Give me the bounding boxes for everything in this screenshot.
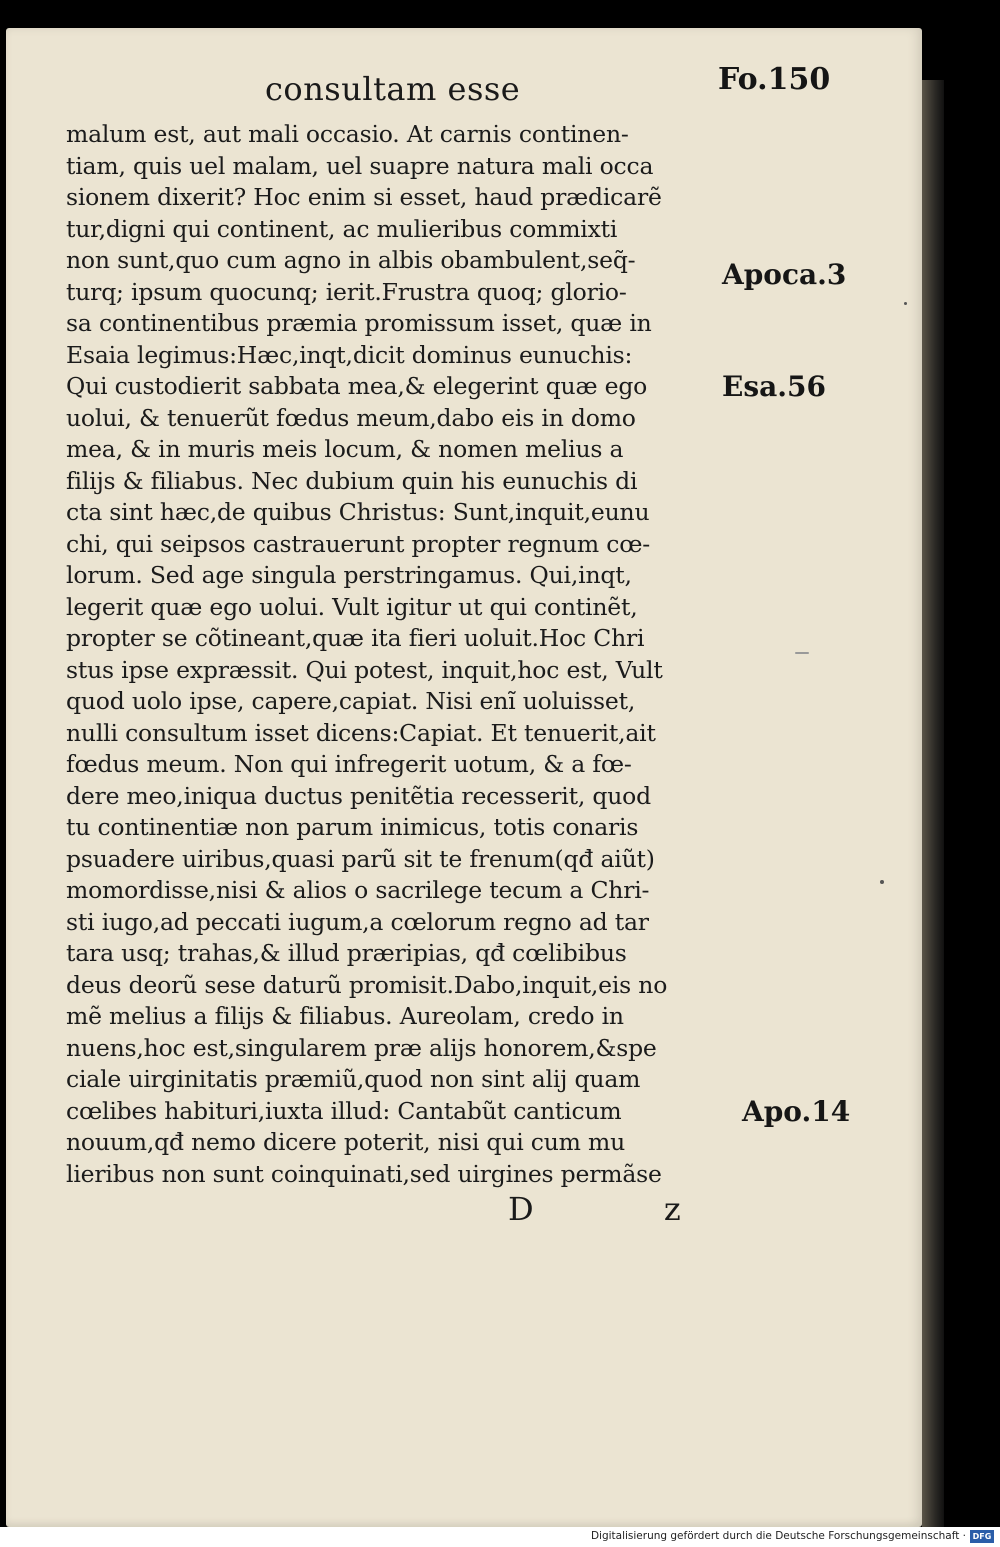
margin-note-esa: Esa.56	[722, 370, 826, 403]
folio-number: Fo.150	[718, 62, 831, 97]
page-speck	[880, 880, 884, 884]
text-line: turq; ipsum quocunq; ierit.Frustra quoq; glorio-	[66, 277, 627, 306]
text-line: Qui custodierit sabbata mea,& elegerint quæ ego	[66, 372, 648, 400]
book-edge	[922, 80, 944, 1527]
text-line: mea, & in muris meis locum, & nomen melius a	[66, 435, 624, 463]
margin-note-apo: Apo.14	[742, 1095, 851, 1128]
text-line: lorum. Sed age singula perstringamus. Qui,inqt,	[66, 561, 632, 589]
text-line: sa continentibus præmia promissum isset, quæ in	[66, 309, 652, 337]
text-line: nuens,hoc est,singularem præ alijs honorem,&spe	[66, 1033, 657, 1062]
text-line: fœdus meum. Non qui infregerit uotum, & a fœ-	[66, 750, 632, 778]
page-speck	[904, 302, 907, 305]
footer-credit: Digitalisierung gefördert durch die Deutsche Forschungsgemeinschaft ·	[590, 1530, 966, 1542]
text-line: momordisse,nisi & alios o sacrilege tecum a Chri-	[66, 876, 650, 904]
text-line: propter se cõtineant,quæ ita fieri uoluit.Hoc Chri	[66, 624, 645, 652]
margin-note-apoca: Apoca.3	[722, 258, 847, 291]
text-line: cœlibes habituri,iuxta illud: Cantabũt canticum	[66, 1096, 622, 1125]
signature-mark: D z	[508, 1190, 741, 1228]
text-line: stus ipse expræssit. Qui potest, inquit,hoc est, Vult	[66, 655, 663, 684]
text-line: tur,digni qui continent, ac mulieribus commixti	[66, 214, 618, 243]
text-line: non sunt,quo cum agno in albis obambulent,seq̃-	[66, 246, 636, 274]
text-line: psuadere uiribus,quasi parũ sit te frenum(qđ aiũt)	[66, 844, 655, 873]
body-text	[66, 119, 726, 1190]
text-line: mẽ melius a filijs & filiabus. Aureolam, credo in	[66, 1002, 624, 1030]
text-line: lieribus non sunt coinquinati,sed uirgines permãse	[66, 1159, 662, 1188]
text-line: Esaia legimus:Hæc,inqt,dicit dominus eunuchis:	[66, 340, 633, 369]
text-line: chi, qui seipsos castrauerunt propter regnum cœ-	[66, 529, 651, 558]
text-line: sti iugo,ad peccati iugum,a cœlorum regno ad tar	[66, 907, 649, 936]
text-line: cta sint hæc,de quibus Christus: Sunt,inquit,eunu	[66, 498, 650, 526]
text-line: sionem dixerit? Hoc enim si esset, haud prædicarẽ	[66, 183, 662, 211]
text-line: nulli consultum isset dicens:Capiat. Et tenuerit,ait	[66, 718, 656, 747]
text-line: tara usq; trahas,& illud præripias, qđ cœlibibus	[66, 939, 627, 967]
page-speck	[795, 652, 809, 654]
text-line: malum est, aut mali occasio. At carnis continen-	[66, 120, 629, 148]
running-head: consultam esse	[265, 70, 521, 108]
text-line: filijs & filiabus. Nec dubium quin his eunuchis di	[66, 466, 638, 495]
text-line: dere meo,iniqua ductus penitẽtia recesserit, quod	[66, 781, 651, 810]
text-line: legerit quæ ego uolui. Vult igitur ut qui continẽt,	[66, 592, 638, 621]
footer-bar	[0, 1527, 1000, 1547]
text-line: tu continentiæ non parum inimicus, totis conaris	[66, 813, 639, 841]
text-line: uolui, & tenuerũt fœdus meum,dabo eis in domo	[66, 403, 636, 432]
text-line: ciale uirginitatis præmiũ,quod non sint alij quam	[66, 1065, 641, 1093]
text-line: deus deorũ sese daturũ promisit.Dabo,inquit,eis no	[66, 970, 668, 999]
text-line: nouum,qđ nemo dicere poterit, nisi qui cum mu	[66, 1128, 626, 1156]
text-line: tiam, quis uel malam, uel suapre natura mali occa	[66, 151, 654, 180]
text-line: quod uolo ipse, capere,capiat. Nisi enĩ uoluisset,	[66, 687, 636, 715]
dfg-logo-icon: DFG	[970, 1530, 994, 1543]
